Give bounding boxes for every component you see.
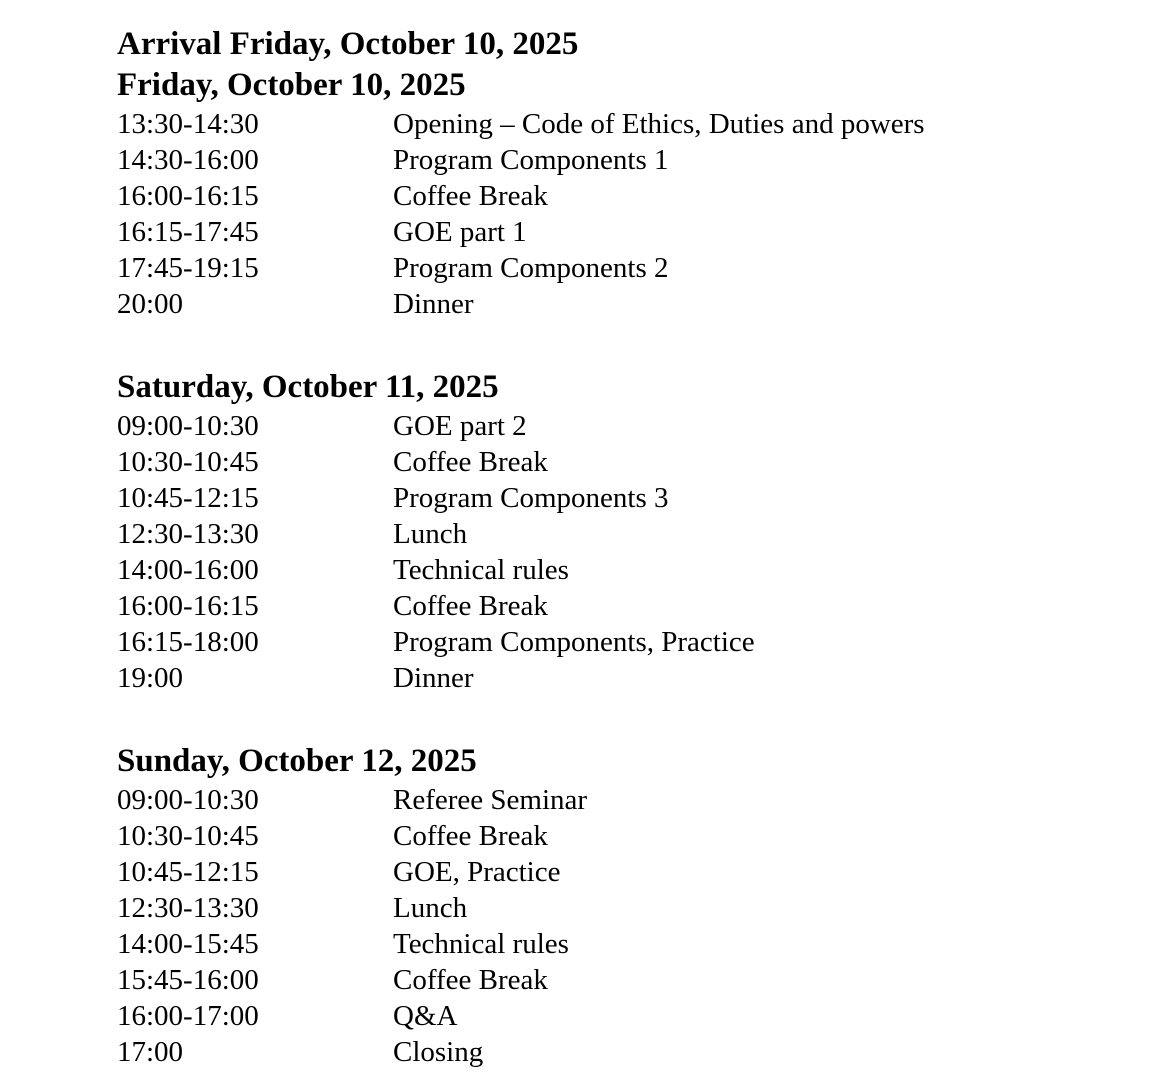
- schedule-row: [117, 552, 1117, 588]
- activity-label: Coffee Break: [393, 820, 548, 852]
- activity-label: GOE, Practice: [393, 856, 561, 888]
- time-slot: 17:45-19:15: [117, 252, 259, 284]
- time-slot: 14:00-16:00: [117, 554, 259, 586]
- schedule-row: [117, 142, 1117, 178]
- activity-label: Coffee Break: [393, 590, 548, 622]
- activity-label: GOE part 1: [393, 216, 527, 248]
- day-heading: Saturday, October 11, 2025: [117, 369, 499, 405]
- day-heading: Sunday, October 12, 2025: [117, 743, 477, 779]
- activity-label: Program Components 3: [393, 482, 669, 514]
- activity-label: GOE part 2: [393, 410, 527, 442]
- activity-label: Coffee Break: [393, 964, 548, 996]
- schedule-row: [117, 1034, 1117, 1070]
- time-slot: 12:30-13:30: [117, 518, 259, 550]
- time-slot: 19:00: [117, 662, 184, 694]
- time-slot: 09:00-10:30: [117, 784, 259, 816]
- time-slot: 10:45-12:15: [117, 482, 259, 514]
- activity-label: Dinner: [393, 288, 474, 320]
- schedule-row: [117, 962, 1117, 998]
- schedule-days: [117, 65, 1117, 1070]
- schedule-row: [117, 250, 1117, 286]
- time-slot: 09:00-10:30: [117, 410, 259, 442]
- activity-label: Lunch: [393, 518, 468, 550]
- activity-label: Referee Seminar: [393, 784, 588, 816]
- time-slot: 10:30-10:45: [117, 446, 259, 478]
- schedule-row: [117, 926, 1117, 962]
- time-slot: 10:45-12:15: [117, 856, 259, 888]
- time-slot: 17:00: [117, 1036, 184, 1068]
- time-slot: 16:15-18:00: [117, 626, 259, 658]
- arrival-heading: Arrival Friday, October 10, 2025: [117, 26, 579, 62]
- activity-label: Technical rules: [393, 928, 569, 960]
- schedule-row: [117, 286, 1117, 322]
- day-section: [117, 65, 1117, 322]
- time-slot: 14:00-15:45: [117, 928, 259, 960]
- schedule-document: [117, 24, 1117, 1070]
- activity-label: Program Components 2: [393, 252, 669, 284]
- activity-label: Coffee Break: [393, 446, 548, 478]
- schedule-row: [117, 782, 1117, 818]
- schedule-row: [117, 624, 1117, 660]
- schedule-row: [117, 890, 1117, 926]
- activity-label: Program Components 1: [393, 144, 669, 176]
- time-slot: 12:30-13:30: [117, 892, 259, 924]
- schedule-row: [117, 854, 1117, 890]
- schedule-row: [117, 444, 1117, 480]
- activity-label: Dinner: [393, 662, 474, 694]
- activity-label: Coffee Break: [393, 180, 548, 212]
- activity-label: Program Components, Practice: [393, 626, 755, 658]
- time-slot: 13:30-14:30: [117, 108, 259, 140]
- day-section: [117, 367, 1117, 696]
- time-slot: 20:00: [117, 288, 184, 320]
- activity-label: Technical rules: [393, 554, 569, 586]
- time-slot: 16:00-16:15: [117, 180, 259, 212]
- schedule-row: [117, 660, 1117, 696]
- schedule-row: [117, 408, 1117, 444]
- activity-label: Lunch: [393, 892, 468, 924]
- activity-label: Opening – Code of Ethics, Duties and powers: [393, 108, 925, 140]
- schedule-row: [117, 480, 1117, 516]
- schedule-row: [117, 178, 1117, 214]
- schedule-row: [117, 998, 1117, 1034]
- time-slot: 16:00-17:00: [117, 1000, 259, 1032]
- schedule-row: [117, 588, 1117, 624]
- time-slot: 16:15-17:45: [117, 216, 259, 248]
- day-heading: Friday, October 10, 2025: [117, 67, 466, 103]
- time-slot: 16:00-16:15: [117, 590, 259, 622]
- time-slot: 10:30-10:45: [117, 820, 259, 852]
- day-section: [117, 741, 1117, 1070]
- activity-label: Q&A: [393, 1000, 458, 1032]
- schedule-row: [117, 818, 1117, 854]
- schedule-row: [117, 106, 1117, 142]
- schedule-row: [117, 214, 1117, 250]
- activity-label: Closing: [393, 1036, 484, 1068]
- time-slot: 15:45-16:00: [117, 964, 259, 996]
- schedule-row: [117, 516, 1117, 552]
- time-slot: 14:30-16:00: [117, 144, 259, 176]
